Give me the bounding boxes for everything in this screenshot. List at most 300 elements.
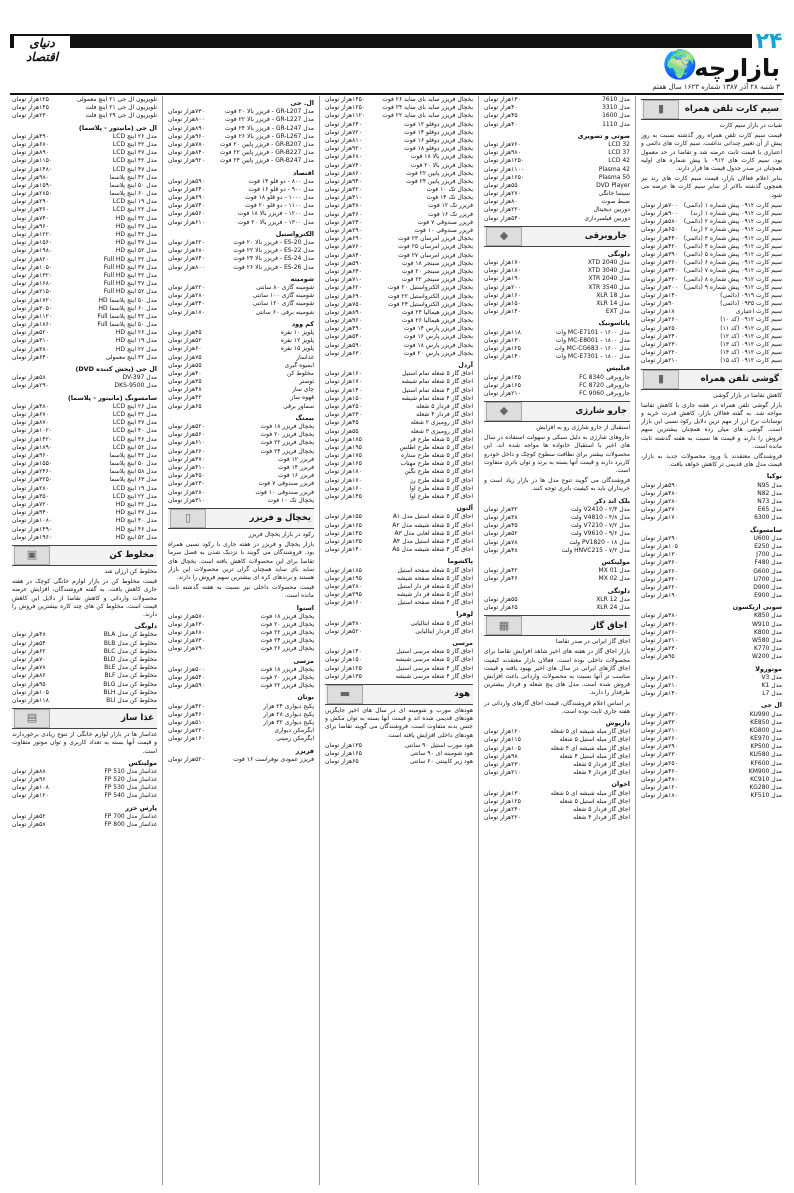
product-name: مدل ۳۲ اینچ HD	[115, 214, 157, 222]
price-row	[325, 309, 473, 317]
article-paragraph: فروشندگان می گویند تنوع مدل ها در بازار زیاد است و خریداران باید به کیفیت باتری توجه کنند.	[484, 477, 630, 493]
product-name: مدل K850	[753, 612, 782, 620]
product-price: ۶۲۰هزار تومان	[168, 239, 205, 247]
price-row	[168, 264, 314, 272]
brand-subheading: مولینکس	[601, 558, 630, 567]
product-name: مدل ۶۳ اینچ پلاسما	[109, 476, 157, 484]
product-price: ۵۲هزار تومان	[12, 812, 46, 820]
product-name: مدل D900	[753, 583, 782, 591]
brand-subheading: اقتصاد	[293, 168, 314, 177]
product-name: مدل MX 01	[598, 567, 630, 575]
product-price: ۱۳۰هزار تومان	[484, 789, 521, 797]
product-name: مدل ۳۷ اینچ HD	[115, 222, 157, 230]
product-name: مدل ۱۳۰۰ - فریزر بالا ۲۰ فوت	[237, 218, 314, 226]
price-row	[12, 444, 157, 452]
brand-subheading: آردل	[458, 361, 473, 369]
price-row	[484, 337, 630, 345]
product-price: ۳۰۵۰هزار تومان	[12, 304, 53, 312]
price-row	[168, 386, 314, 394]
price-row	[12, 247, 157, 255]
price-row	[484, 215, 630, 223]
section-heading-title: گوشی تلفن همراه	[700, 373, 779, 384]
product-price: ۵۵هزار تومان	[484, 595, 518, 603]
product-name: مدل ۳۷ اینچ LCD	[112, 149, 157, 157]
product-name: اجاق گاز ۵ شعله طرح اطلس	[399, 443, 473, 451]
price-row	[641, 592, 782, 600]
product-price: ۱۴۲۰هزار تومان	[12, 435, 53, 443]
price-row	[641, 576, 782, 584]
product-name: آبگرمکن دیواری	[274, 727, 314, 735]
price-row	[12, 313, 157, 321]
product-price: ۷۴۰هزار تومان	[12, 214, 49, 222]
product-price: ۶۴۰هزار تومان	[325, 120, 362, 128]
price-row	[325, 301, 473, 309]
product-price: ۱۵۶۰هزار تومان	[12, 239, 53, 247]
product-name: اجاق گاز ۵ شعله ایتالیایی	[410, 619, 473, 627]
price-row	[641, 535, 782, 543]
price-row	[12, 792, 157, 800]
brand-subheading: فریزر	[295, 746, 314, 755]
price-row	[168, 362, 314, 370]
brand-subheading: صوتی و تصویری	[577, 131, 630, 140]
product-price: ۱۹۶۰هزار تومان	[12, 533, 53, 541]
product-price: ۶۷۰هزار تومان	[12, 410, 49, 418]
price-row	[325, 599, 473, 607]
product-name: اجاق گاز رومیزی ۳ شعله	[410, 427, 473, 435]
product-price: ۲۴۰هزار تومان	[484, 805, 521, 813]
product-price: ۱۰۵۰هزار تومان	[12, 263, 53, 271]
price-row	[484, 522, 630, 530]
product-price: ۳۷۰هزار تومان	[168, 455, 205, 463]
price-row	[325, 546, 473, 554]
price-row	[12, 329, 157, 337]
price-row	[325, 252, 473, 260]
product-name: مدل ES-24 - فریزر بالا ۲۴ فوت	[233, 255, 314, 263]
price-row	[168, 133, 314, 141]
brand-subheading: آلتون	[456, 504, 473, 513]
product-price: ۱۸هزار تومان	[641, 308, 675, 316]
product-name: یخچال فریزر امرسان ۲۵ فوت	[398, 243, 473, 251]
brand-subheading: کم وود	[291, 319, 314, 328]
product-price: ۶۵هزار تومان	[168, 402, 202, 410]
price-row	[484, 206, 630, 214]
product-price: ۲۲۰هزار تومان	[168, 727, 205, 735]
product-name: Plasma 50	[598, 173, 630, 181]
section-heading	[325, 684, 473, 705]
price-row	[325, 137, 473, 145]
product-name: مدل ۵۲ اینچ HD	[115, 247, 157, 255]
price-row	[325, 235, 473, 243]
product-name: مدل ۳۲ اینچ معمولی	[105, 353, 157, 361]
price-row	[325, 333, 473, 341]
price-row	[484, 567, 630, 575]
product-price: ۵۸هزار تومان	[12, 374, 46, 382]
product-name: فریزر ۱۴ فوت	[278, 463, 314, 471]
product-price: ۵۴هزار تومان	[12, 639, 46, 647]
price-row	[325, 219, 473, 227]
price-row	[325, 656, 473, 664]
price-row	[484, 761, 630, 769]
product-name: پکیج دیواری ۳۲ هزار	[263, 719, 314, 727]
product-price: ۵۸هزار تومان	[12, 821, 46, 829]
price-row	[12, 689, 157, 697]
product-name: مدل ES-20 - فریزر بالا ۲۰ فوت	[233, 239, 314, 247]
article-paragraph: قیمت مخلوط کن در بازار لوازم خانگی کوچک در هفته جاری کاهش یافت. به گفته فروشندگان، افزایش عرضه محصولات وارداتی و کاهش تقاضا از دلایل این کاهش قیمت است. مخلوط کن های چند کاره بیشترین فروش را دارند.	[12, 578, 157, 618]
product-price: ۷۲۰هزار تومان	[325, 128, 362, 136]
article-paragraph: بازار یخچال و فریزر در هفته جاری با رکود نسبی همراه بود. فروشندگان می گویند با نزدیک شدن به فصل سرما تقاضا برای این محصولات کاهش یافته است. یخچال های ساید بای ساید همچنان گران ترین محصولات این بازار هستند و برندهای کره ای بیشترین سهم فروش را دارند.	[168, 541, 314, 581]
price-row	[168, 309, 314, 317]
product-price: ۹۲۰هزار تومان	[168, 157, 205, 165]
product-name: قهوه ساز	[290, 394, 314, 402]
column-4	[168, 96, 314, 1185]
product-price: ۸۹۰هزار تومان	[168, 124, 205, 132]
product-price: ۲۸۵۰هزار تومان	[12, 190, 53, 198]
price-row	[12, 112, 157, 120]
product-name: یخچال فریزر ساید بای ساید ۲۴ فوت	[382, 104, 473, 112]
price-row	[484, 345, 630, 353]
product-price: ۱۴۹۰هزار تومان	[12, 525, 53, 533]
product-price: ۲۸۰هزار تومان	[12, 484, 49, 492]
product-name: یخچال تک ۱۰ فوت	[267, 496, 314, 504]
price-row	[484, 259, 630, 267]
product-price: ۱۶۰هزار تومان	[325, 599, 362, 607]
product-price: ۹۸۰هزار تومان	[12, 173, 49, 181]
product-price: ۸۷۰هزار تومان	[12, 419, 49, 427]
price-row	[484, 790, 630, 798]
product-price: ۱۱۲۰هزار تومان	[325, 112, 366, 120]
product-name: مدل ۴۰ اینچ LCD	[112, 427, 157, 435]
section-heading	[484, 615, 630, 636]
product-name: مدل ۴۲ اینچ LCD	[112, 157, 157, 165]
product-name: یخچال فریزر ساید بای ساید ۲۲ فوت	[382, 112, 473, 120]
product-name: مدل U600	[753, 534, 782, 542]
brand-subheading: مرسی	[452, 639, 473, 648]
brand-subheading: سامسونگ (مانیتور - پلاسما)	[67, 393, 157, 402]
brand-subheading: بیمنگ	[295, 413, 314, 422]
product-name: مدل K770	[753, 645, 782, 653]
price-row	[325, 342, 473, 350]
product-name: اجاق گاز ۴ شعله مرسی شیشه	[395, 672, 473, 680]
price-row	[641, 653, 782, 661]
product-name: اجاق گاز فردار ۴ شعله	[573, 814, 630, 822]
product-name: شومینه گازی ۱۲۰ سانتی	[252, 300, 314, 308]
product-price: ۱۸۰هزار تومان	[641, 792, 678, 800]
product-name: مدل F480	[754, 559, 782, 567]
product-price: ۹۶۰هزار تومان	[168, 132, 205, 140]
price-row	[484, 190, 630, 198]
product-price: ۱۴۵هزار تومان	[325, 493, 362, 501]
product-price: ۱۴۰هزار تومان	[484, 353, 521, 361]
product-name: پلوپز ۱۵ نفره	[280, 345, 314, 353]
price-row	[325, 350, 473, 358]
product-name: یخچال فریزر امرسان ۲۳ فوت	[398, 235, 473, 243]
product-name: یخچال فریزر ۲۲ فوت	[260, 629, 314, 637]
product-price: ۷۸هزار تومان	[12, 664, 46, 672]
product-price: ۷۳۰هزار تومان	[168, 637, 205, 645]
product-name: فریزر صندوقی ۱۰ فوت	[255, 488, 314, 496]
price-row	[168, 125, 314, 133]
product-name: مدل ۴۲ اینچ پلاسما	[109, 451, 157, 459]
section-heading	[641, 99, 782, 120]
price-row	[12, 813, 157, 821]
product-name: LCD 32	[608, 140, 630, 148]
section-heading-title: مخلوط کن	[109, 550, 154, 561]
price-row	[484, 141, 630, 149]
product-price: ۵۹۰هزار تومان	[325, 259, 362, 267]
product-price: ۹۰هزار تومان	[641, 300, 675, 308]
price-row	[12, 174, 157, 182]
product-name: یخچال فریزر ۲۰ فوت	[260, 620, 314, 628]
section-heading	[484, 226, 630, 247]
product-price: ۵۴۰هزار تومان	[484, 214, 521, 222]
price-row	[12, 280, 157, 288]
product-name: سیم کارت ۰۹۱۲ پیش شماره ۵ (دائمی)	[683, 250, 782, 258]
brand-subheading: شومینه	[290, 274, 314, 283]
product-name: یخچال فریزر ۲۲ فوت	[260, 682, 314, 690]
product-name: تلویزیون ال جی ۲۹ اینچ فلت	[85, 112, 157, 120]
product-price: ۱۲۵هزار تومان	[484, 797, 521, 805]
price-row	[484, 745, 630, 753]
section-heading	[641, 369, 782, 390]
product-price: ۵۲هزار تومان	[484, 530, 518, 538]
product-price: ۶۵هزار تومان	[484, 603, 518, 611]
product-name: دوربین فیلمبرداری	[584, 214, 630, 222]
product-price: ۳۰۰هزار تومان	[641, 283, 678, 291]
product-name: سیم کارت ۰۹۱۲ پیش شماره ۹ (دائمی)	[683, 283, 782, 291]
price-row	[168, 108, 314, 116]
price-row	[168, 666, 314, 674]
price-row	[12, 509, 157, 517]
price-row	[12, 648, 157, 656]
product-price: ۳۸۰هزار تومان	[325, 202, 362, 210]
product-price: ۱۴۵هزار تومان	[325, 529, 362, 537]
section-heading	[12, 545, 157, 566]
product-name: مخلوط کن مدل BLA	[103, 631, 157, 639]
product-price: ۳۳۰هزار تومان	[641, 718, 678, 726]
product-price: ۳۲۰هزار تومان	[641, 575, 678, 583]
product-name: مدل W580	[751, 637, 782, 645]
product-price: ۱۲۰هزار تومان	[12, 792, 49, 800]
product-price: ۱۳۰هزار تومان	[484, 336, 521, 344]
price-row	[12, 382, 157, 390]
product-name: یخچال فریزر پارس ۱۸ فوت	[403, 341, 473, 349]
price-row	[168, 394, 314, 402]
price-row	[12, 288, 157, 296]
product-name: مدل HNVC215 - ۷/۲ ولت	[561, 546, 630, 554]
product-price: ۲۱۰هزار تومان	[641, 357, 678, 365]
product-name: دوربین دیجیتال	[593, 206, 630, 214]
brand-subheading: اسنوا	[296, 603, 314, 612]
product-price: ۶۳۰هزار تومان	[325, 349, 362, 357]
product-photo-icon: ▤	[14, 709, 50, 728]
price-row	[325, 452, 473, 460]
price-row	[641, 292, 782, 300]
product-name: مدل 7610	[602, 96, 630, 103]
price-row	[12, 776, 157, 784]
product-price: ۷۴۰هزار تومان	[168, 202, 205, 210]
product-name: مخلوط کن	[286, 369, 314, 377]
product-price: ۳۸۰هزار تومان	[325, 619, 362, 627]
price-row	[325, 293, 473, 301]
price-row	[325, 477, 473, 485]
price-row	[168, 489, 314, 497]
product-price: ۲۱۰هزار تومان	[641, 637, 678, 645]
product-price: ۱۰۲۰هزار تومان	[12, 427, 53, 435]
product-price: ۳۲۵۰هزار تومان	[12, 476, 53, 484]
product-price: ۲۲۰هزار تومان	[168, 284, 205, 291]
section-heading	[484, 401, 630, 422]
product-name: مدل ۴۷ اینچ HD	[115, 239, 157, 247]
product-name: سیم کارت ۰۹۱۲ پیش شماره ۲ (رند)	[690, 226, 782, 234]
product-name: یخچال تک ۱۴ فوت	[426, 194, 473, 202]
product-name: مدل KF600	[750, 759, 782, 767]
brand-subheading: نوکیا	[766, 472, 782, 481]
product-name: مدل MC-E7101 - ۱۶۰۰ وات	[555, 328, 630, 336]
product-name: اجاق گاز ۵ شعله تمام استیل	[402, 370, 473, 378]
price-row	[12, 485, 157, 493]
price-row	[641, 514, 782, 522]
price-row	[325, 411, 473, 419]
product-name: جاروبرقی FC 8720	[579, 381, 630, 389]
price-row	[168, 329, 314, 337]
product-name: غذاساز	[296, 353, 314, 361]
brand-subheading: ال جی (مانیتور - پلاسما)	[78, 123, 157, 132]
product-price: ۴۵هزار تومان	[484, 112, 518, 120]
price-row	[168, 378, 314, 386]
product-price: ۳۵۰هزار تومان	[12, 492, 49, 500]
article-paragraph: بازار گوشی تلفن همراه در هفته جاری با کاهش تقاضا مواجه شد. به گفته فعالان بازار، کاهش قدرت خرید و نوسانات نرخ ارز از مهم ترین دلایل رکود نسبی این بازار است. گوشی های میان رده همچنان بیشترین سهم فروش را دارند و قیمت ها نسبت به هفته گذشته ثابت مانده است.	[641, 401, 782, 450]
product-price: ۳۸هزار تومان	[484, 514, 518, 522]
product-name: مدل GR-B207 - فریزر پایین ۲۰ فوت	[219, 140, 314, 148]
product-price: ۱۳۵هزار تومان	[325, 741, 362, 749]
product-name: مدل 6300	[754, 514, 782, 522]
product-name: اجاق گاز فردار ۵ شعله	[573, 760, 630, 768]
price-row	[12, 784, 157, 792]
product-price: ۸۰۰هزار تومان	[168, 116, 205, 124]
product-price: ۲۸۰هزار تومان	[168, 292, 205, 300]
price-row	[641, 498, 782, 506]
price-row	[641, 690, 782, 698]
product-price: ۱۴۵هزار تومان	[12, 104, 49, 112]
price-row	[12, 419, 157, 427]
product-name: مدل PV1820 - ۱۸ ولت	[569, 538, 630, 546]
product-name: شومینه برقی ۶۰ سانتی	[255, 308, 314, 316]
price-row	[168, 247, 314, 255]
product-name: مدل ۴۶ اینچ LCD	[112, 435, 157, 443]
product-name: هود شومینه ای ۹۰ سانتی	[410, 750, 473, 758]
product-name: هود مورب استیل ۹۰ سانتی	[404, 741, 473, 749]
product-price: ۱۱۵هزار تومان	[484, 736, 521, 744]
price-row	[325, 522, 473, 530]
product-price: ۴۵۰هزار تومان	[168, 472, 205, 480]
product-name: مدل 3310	[602, 104, 630, 112]
article-paragraph: بر اساس اعلام فروشندگان، قیمت اجاق گازهای وارداتی در هفته جاری ثابت بوده است.	[484, 699, 630, 715]
price-row	[325, 444, 473, 452]
product-name: مدل GR-L267 - فریزر بالا ۲۶ فوت	[225, 132, 314, 140]
product-price: ۵۴۰هزار تومان	[325, 333, 362, 341]
product-name: سیم کارت ۰۹۱۲ (کد ۱۱)	[720, 324, 782, 332]
product-price: ۲۰۰هزار تومان	[484, 283, 521, 291]
product-name: مدل N73	[757, 497, 782, 505]
product-price: ۸۲۰هزار تومان	[12, 255, 49, 263]
price-row	[641, 251, 782, 259]
price-row	[168, 337, 314, 345]
product-price: ۷۸۰هزار تومان	[168, 140, 205, 148]
price-row	[484, 769, 630, 777]
price-row	[168, 219, 314, 227]
product-name: مدل MC-CG683 - ۱۶۰۰ وات	[554, 344, 630, 352]
product-name: LCD 37	[608, 149, 630, 157]
product-price: ۱۶۰هزار تومان	[168, 735, 205, 743]
product-price: ۶۱۰هزار تومان	[168, 439, 205, 447]
product-price: ۱۷۲۰هزار تومان	[12, 296, 53, 304]
price-row	[484, 267, 630, 275]
product-price: ۱۴۸۰هزار تومان	[12, 165, 53, 173]
product-price: ۵۸۰هزار تومان	[168, 612, 205, 620]
product-price: ۸۶هزار تومان	[12, 672, 46, 680]
product-price: ۳۶۰هزار تومان	[641, 620, 678, 628]
product-name: جاروبرقی FC 9060	[579, 389, 630, 397]
product-name: مدل ۴۰ اینچ HD	[115, 517, 157, 525]
product-price: ۲۵۰هزار تومان	[325, 402, 362, 410]
product-name: پکیج دیواری ۲۸ هزار	[263, 710, 314, 718]
price-row	[168, 645, 314, 653]
price-row	[12, 305, 157, 313]
product-price: ۷۲۰هزار تومان	[12, 501, 49, 509]
price-row	[484, 121, 630, 129]
product-price: ۱۲۰هزار تومان	[484, 728, 521, 736]
product-name: مدل N95	[757, 481, 782, 489]
product-name: یخچال فریزر ۲۰ فوت	[260, 674, 314, 682]
product-price: ۹۴۰هزار تومان	[325, 177, 362, 185]
product-price: ۴۲هزار تومان	[484, 567, 518, 575]
product-price: ۴۸۰هزار تومان	[641, 489, 678, 497]
product-name: مدل GR-B247 - فریزر پایین ۲۴ فوت	[219, 157, 314, 165]
product-name: مدل G600	[753, 567, 782, 575]
product-name: یخچال فریزر پارس ۱۴ فوت	[403, 325, 473, 333]
article-paragraph: رکود در بازار یخچال فریزر	[248, 530, 314, 538]
product-price: ۶۴۰هزار تومان	[325, 267, 362, 275]
product-price: ۱۹۰هزار تومان	[641, 592, 678, 600]
product-name: مدل ۴۲ اینچ پلاسما	[109, 173, 157, 181]
price-row	[641, 235, 782, 243]
price-row	[168, 703, 314, 711]
price-row	[325, 583, 473, 591]
product-name: سیم کارت ۰۹۱۲ (کد ۱۵)	[720, 357, 782, 365]
brand-subheading: بوتان	[297, 693, 314, 702]
price-row	[484, 329, 630, 337]
product-name: مدل ES-22 - فریزر بالا ۲۲ فوت	[233, 247, 314, 255]
product-name: مدل ۲۲ اینچ LCD	[112, 492, 157, 500]
product-price: ۲۳۰هزار تومان	[641, 751, 678, 759]
price-row	[168, 354, 314, 362]
product-name: مدل ۵۰ اینچ پلاسما	[109, 460, 157, 468]
product-price: ۹۶هزار تومان	[12, 776, 46, 784]
product-name: اجاق گاز ۵ شعله تمام شیشه	[401, 378, 473, 386]
price-row	[168, 370, 314, 378]
price-row	[168, 202, 314, 210]
product-name: مدل DV-397	[122, 374, 157, 382]
product-price: ۴۲۰هزار تومان	[168, 702, 205, 710]
product-name: یخچال فریزر دوقلو ۱۲ فوت	[404, 120, 473, 128]
price-row	[325, 567, 473, 575]
article-paragraph: بنابر اعلام فعالان بازار، قیمت سیم کارت های رند نیز همچون گذشته بالاتر از سایر سیم کارت ها عرضه می شود.	[641, 175, 782, 199]
column-divider	[162, 96, 163, 1185]
product-price: ۵۲۰هزار تومان	[168, 755, 205, 763]
product-price: ۱۶۵هزار تومان	[325, 521, 362, 529]
product-price: ۱۵۰هزار تومان	[484, 299, 521, 307]
product-name: مدل U700	[753, 575, 782, 583]
